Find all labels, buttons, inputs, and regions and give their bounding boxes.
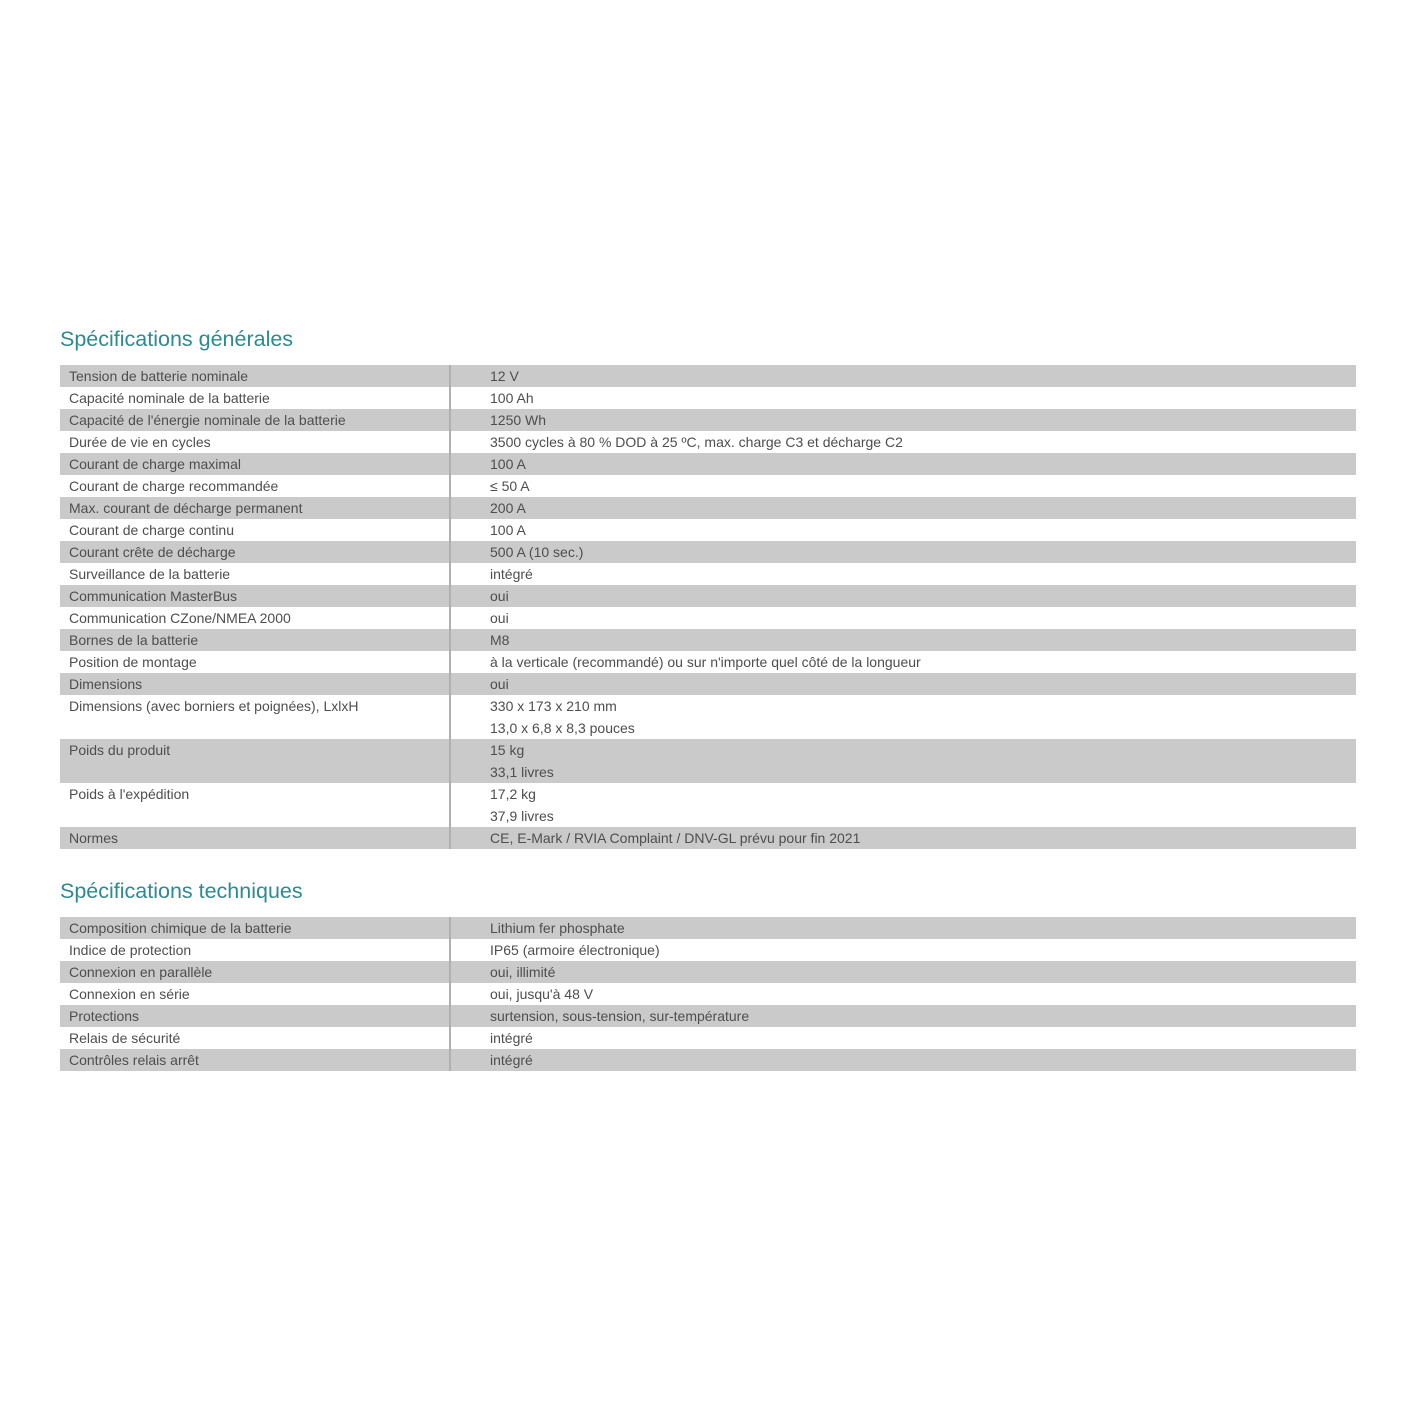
spec-value: surtension, sous-tension, sur-température (490, 1008, 750, 1024)
spec-value: CE, E-Mark / RVIA Complaint / DNV-GL prévu pour fin 2021 (490, 830, 861, 846)
spec-value: IP65 (armoire électronique) (490, 942, 660, 958)
spec-value: 1250 Wh (490, 412, 547, 428)
spec-row (60, 961, 1356, 983)
spec-value: 17,2 kg (490, 786, 536, 802)
spec-value: 200 A (490, 500, 526, 516)
spec-row (60, 365, 1356, 387)
spec-row (60, 1049, 1356, 1071)
spec-label: Dimensions (avec borniers et poignées), LxlxH (69, 698, 359, 714)
spec-label: Contrôles relais arrêt (69, 1052, 199, 1068)
spec-label: Tension de batterie nominale (69, 368, 249, 384)
spec-values (449, 585, 1356, 607)
spec-row (60, 541, 1356, 563)
spec-row (60, 629, 1356, 651)
spec-row (60, 1005, 1356, 1027)
spec-values (449, 541, 1356, 563)
spec-values (449, 629, 1356, 651)
spec-values (449, 783, 1356, 827)
spec-label: Poids du produit (69, 742, 171, 758)
spec-value: intégré (490, 1052, 533, 1068)
spec-values (449, 1005, 1356, 1027)
spec-label: Connexion en parallèle (69, 964, 213, 980)
spec-value: intégré (490, 566, 533, 582)
spec-value: 100 Ah (490, 390, 534, 406)
spec-row (60, 651, 1356, 673)
spec-row (60, 983, 1356, 1005)
spec-value: oui (490, 610, 509, 626)
spec-label: Relais de sécurité (69, 1030, 181, 1046)
spec-values (449, 917, 1356, 939)
spec-row (60, 475, 1356, 497)
spec-label: Courant de charge continu (69, 522, 234, 538)
spec-value: 12 V (490, 368, 519, 384)
spec-value: oui (490, 676, 509, 692)
spec-values (449, 607, 1356, 629)
spec-value: intégré (490, 1030, 533, 1046)
spec-values (449, 365, 1356, 387)
spec-values (449, 453, 1356, 475)
spec-label: Courant de charge maximal (69, 456, 241, 472)
spec-label: Bornes de la batterie (69, 632, 199, 648)
spec-values (449, 651, 1356, 673)
spec-value: 500 A (10 sec.) (490, 544, 584, 560)
section-title: Spécifications générales (60, 327, 294, 351)
spec-values (449, 1049, 1356, 1071)
section-title: Spécifications techniques (60, 879, 303, 903)
spec-label: Capacité nominale de la batterie (69, 390, 270, 406)
spec-value: 33,1 livres (490, 764, 554, 780)
spec-row (60, 387, 1356, 409)
spec-values (449, 519, 1356, 541)
spec-values (449, 673, 1356, 695)
spec-value: 100 A (490, 456, 526, 472)
spec-row (60, 783, 1356, 827)
spec-values (449, 961, 1356, 983)
spec-label: Connexion en série (69, 986, 190, 1002)
spec-values (449, 739, 1356, 783)
spec-row (60, 453, 1356, 475)
spec-label: Normes (69, 830, 119, 846)
spec-table (60, 365, 1356, 849)
spec-section (60, 326, 1356, 849)
spec-label: Position de montage (69, 654, 197, 670)
spec-label: Composition chimique de la batterie (69, 920, 292, 936)
spec-value: oui, jusqu'à 48 V (490, 986, 594, 1002)
spec-values (449, 695, 1356, 739)
spec-label: Max. courant de décharge permanent (69, 500, 303, 516)
spec-values (449, 431, 1356, 453)
spec-row (60, 431, 1356, 453)
spec-values (449, 1027, 1356, 1049)
spec-row (60, 739, 1356, 783)
spec-value: 3500 cycles à 80 % DOD à 25 ºC, max. charge C3 et décharge C2 (490, 434, 903, 450)
spec-values (449, 563, 1356, 585)
spec-value: oui (490, 588, 509, 604)
spec-values (449, 475, 1356, 497)
spec-label: Courant de charge recommandée (69, 478, 279, 494)
spec-value: 330 x 173 x 210 mm (490, 698, 617, 714)
spec-value: 100 A (490, 522, 526, 538)
spec-label: Courant crête de décharge (69, 544, 236, 560)
spec-values (449, 387, 1356, 409)
spec-section (60, 878, 1356, 1071)
spec-label: Durée de vie en cycles (69, 434, 211, 450)
spec-table (60, 917, 1356, 1071)
spec-values (449, 939, 1356, 961)
spec-label: Dimensions (69, 676, 143, 692)
spec-row (60, 563, 1356, 585)
spec-label: Communication MasterBus (69, 588, 238, 604)
spec-row (60, 409, 1356, 431)
spec-value: 13,0 x 6,8 x 8,3 pouces (490, 720, 635, 736)
spec-values (449, 827, 1356, 849)
spec-row (60, 607, 1356, 629)
spec-label: Poids à l'expédition (69, 786, 190, 802)
spec-value: ≤ 50 A (490, 478, 530, 494)
spec-label: Indice de protection (69, 942, 192, 958)
spec-row (60, 585, 1356, 607)
spec-label: Protections (69, 1008, 140, 1024)
spec-label: Communication CZone/NMEA 2000 (69, 610, 291, 626)
spec-value: oui, illimité (490, 964, 556, 980)
spec-value: 37,9 livres (490, 808, 554, 824)
spec-value: M8 (490, 632, 510, 648)
spec-values (449, 497, 1356, 519)
spec-value: à la verticale (recommandé) ou sur n'importe quel côté de la longueur (490, 654, 921, 670)
spec-row (60, 695, 1356, 739)
spec-values (449, 983, 1356, 1005)
spec-row (60, 917, 1356, 939)
spec-row (60, 827, 1356, 849)
spec-row (60, 519, 1356, 541)
spec-label: Capacité de l'énergie nominale de la batterie (69, 412, 346, 428)
spec-value: Lithium fer phosphate (490, 920, 625, 936)
spec-row (60, 1027, 1356, 1049)
spec-values (449, 409, 1356, 431)
spec-row (60, 497, 1356, 519)
spec-value: 15 kg (490, 742, 525, 758)
spec-label: Surveillance de la batterie (69, 566, 231, 582)
spec-row (60, 939, 1356, 961)
spec-row (60, 673, 1356, 695)
